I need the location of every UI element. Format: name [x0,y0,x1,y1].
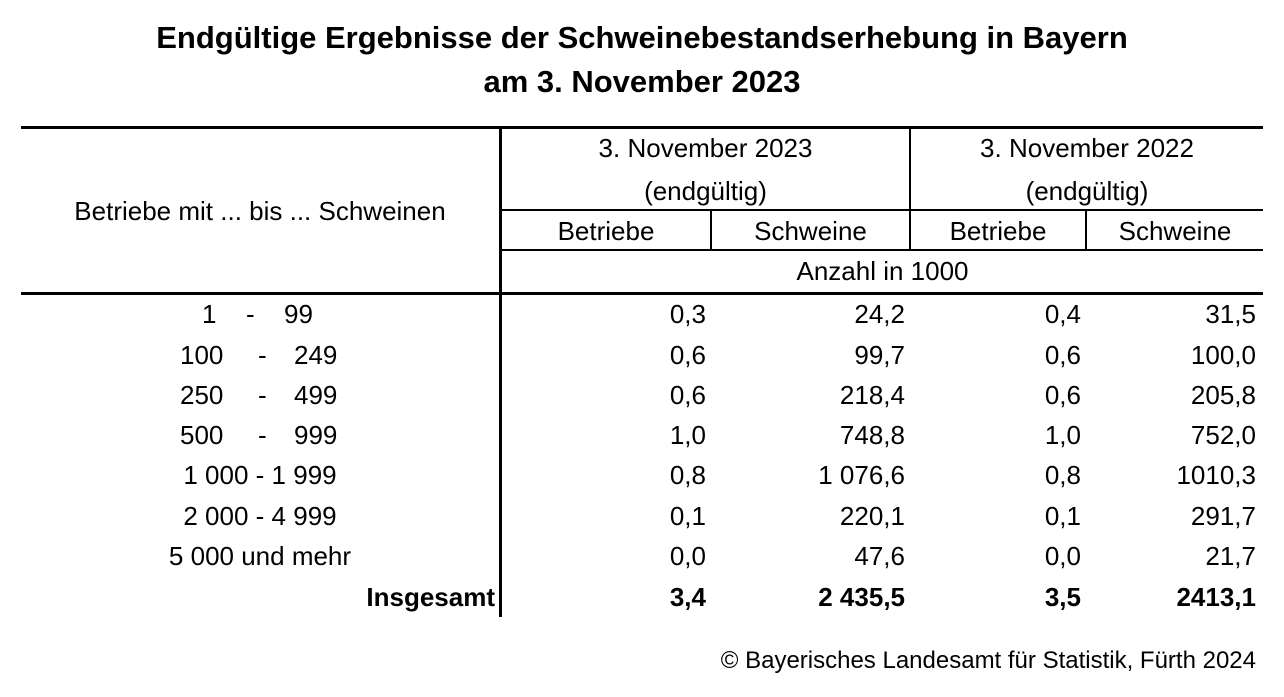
cell-betriebe-2023: 0,6 [669,380,706,410]
period-2022-status: (endgültig) [1025,176,1149,206]
row-label-to: 999 [294,420,338,450]
column-header-schweine-2022: Schweine [1118,216,1232,246]
header-bottom-rule [21,292,1263,295]
cell-schweine-2023: 220,1 [839,501,905,531]
cell-betriebe-2022: 1,0 [1044,420,1081,450]
row-label-from: 500 [180,420,224,450]
cell-schweine-2023: 748,8 [839,420,905,450]
page-title: Endgültige Ergebnisse der Schweinebestandserhebung in Bayern [156,20,1128,55]
cell-betriebe-2022: 0,0 [1044,541,1081,571]
row-label-dash: - [258,340,267,370]
table-top-rule [21,126,1263,129]
cell-schweine-2023: 218,4 [839,380,905,410]
total-betriebe-2023: 3,4 [669,582,706,612]
total-schweine-2023: 2 435,5 [818,582,905,612]
cell-schweine-2022: 291,7 [1190,501,1256,531]
cell-betriebe-2023: 1,0 [669,420,706,450]
row-label-from: 1 [202,299,217,329]
total-schweine-2022: 2413,1 [1176,582,1256,612]
cell-betriebe-2023: 0,8 [669,460,706,490]
cell-betriebe-2022: 0,6 [1044,380,1081,410]
header-column-rule [501,249,1263,251]
cell-betriebe-2023: 0,1 [669,501,706,531]
row-label-to: 99 [284,299,313,329]
cell-betriebe-2023: 0,3 [669,299,706,329]
cell-schweine-2023: 1 076,6 [818,460,905,490]
period-2023-header: 3. November 2023 [598,133,813,163]
period-2022-header: 3. November 2022 [980,133,1194,163]
row-label: 2 000 - 4 999 [183,501,337,531]
header-period-rule [501,209,1263,211]
cell-betriebe-2023: 0,0 [669,541,706,571]
period-2023-status: (endgültig) [644,176,767,206]
row-label-dash: - [246,299,255,329]
cell-schweine-2022: 205,8 [1190,380,1256,410]
copyright-footer: © Bayerisches Landesamt für Statistik, Fürth 2024 [720,647,1256,674]
row-label: 5 000 und mehr [168,541,352,571]
row-label: 1 000 - 1 999 [183,460,337,490]
cell-schweine-2023: 99,7 [854,340,905,370]
total-label: Insgesamt [366,582,495,612]
page-subtitle: am 3. November 2023 [483,64,801,99]
cell-betriebe-2022: 0,8 [1044,460,1081,490]
cell-betriebe-2022: 0,4 [1044,299,1081,329]
cell-betriebe-2023: 0,6 [669,340,706,370]
row-label-from: 100 [180,340,224,370]
row-label-to: 249 [294,340,338,370]
cell-schweine-2022: 1010,3 [1176,460,1256,490]
row-label-dash: - [258,380,267,410]
cell-schweine-2022: 21,7 [1205,541,1256,571]
unit-label: Anzahl in 1000 [796,256,969,286]
cell-schweine-2022: 752,0 [1190,420,1256,450]
total-betriebe-2022: 3,5 [1044,582,1081,612]
cell-betriebe-2022: 0,6 [1044,340,1081,370]
column-header-betriebe-2022: Betriebe [949,216,1047,246]
row-label-dash: - [258,420,267,450]
cell-schweine-2023: 24,2 [854,299,905,329]
cell-schweine-2022: 31,5 [1205,299,1256,329]
row-label-to: 499 [294,380,338,410]
column-header-schweine-2023: Schweine [754,216,867,246]
column-header-betriebe-2023: Betriebe [557,216,655,246]
cell-schweine-2023: 47,6 [854,541,905,571]
row-label-from: 250 [180,380,224,410]
cell-schweine-2022: 100,0 [1190,340,1256,370]
cell-betriebe-2022: 0,1 [1044,501,1081,531]
row-label-header: Betriebe mit ... bis ... Schweinen [74,196,446,226]
